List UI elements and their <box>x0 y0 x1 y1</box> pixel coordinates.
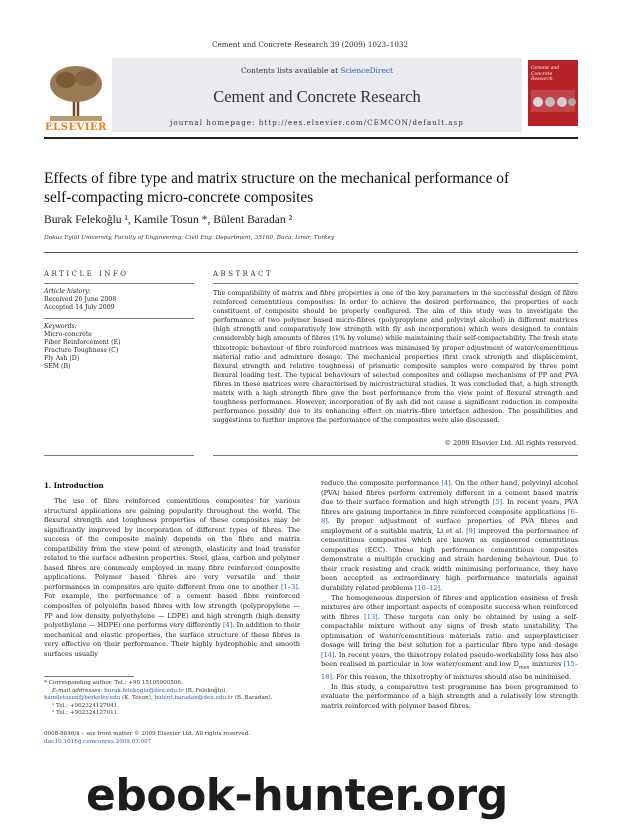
text-run: . <box>440 584 443 593</box>
masthead-rule <box>44 137 578 139</box>
text-run: . In recent years, PVA fibres are gaining importance in fibre reinforced composite applications <box>321 498 578 516</box>
contents-prefix: Contents lists available at <box>241 66 341 75</box>
intro-right-column <box>321 479 578 711</box>
accepted-date: Accepted 14 July 2009 <box>44 304 115 311</box>
affiliation: Dokuz Eylül University, Faculty of Engineering, Civil Eng. Department, 35160, Buca, Izmir, Turkey <box>44 235 335 241</box>
contents-line <box>112 66 522 75</box>
elsevier-wordmark: ELSEVIER <box>45 122 107 133</box>
citation-link[interactable]: [1–3] <box>281 582 298 591</box>
text-run: . For example, the performance of a cement based fibre reinforced composites of polyolefin based fibres with low strength (polypropylene — PP and low density polyethylene — LDPE) and high strength (high density polyethylene — HDPE) one performs very differently <box>44 582 300 630</box>
text-run: The use of fibre reinforced cementitious composites for various structural applications are gaining popularity throughout the world. The flexural strength and toughness properties of these composites may be significantly improved by incorporation of different types of fibres. The success of the composite mainly depends on the fibre and matrix compatibility from the view point of strength, elasticity and load transfer related to the surface adhesion properties. Steel, glass, carbon and polymer based fibres are commonly employed in many fibre reinforced composite applications. Polymer based fibres are very versatile and their performances in composites are quite different from one to another <box>44 497 300 591</box>
elsevier-tree-logo <box>44 60 108 130</box>
citation-link[interactable]: [14] <box>321 650 335 659</box>
text-run: . These targets can only be obtained by using a self-compactable mixture without any signs of fresh state unstability. The optimisation of water/cementitious materials ratio and superplasticiser dosage will bring the best solution for a particular fibre type and dosage <box>321 612 579 650</box>
doi-link[interactable]: doi:10.1016/j.cemconres.2009.07.007 <box>44 738 152 745</box>
journal-name: Cement and Concrete Research <box>213 87 421 106</box>
citation-link[interactable]: [10–12] <box>414 584 441 593</box>
article-info-rule <box>44 283 194 284</box>
keyword-item: Fiber Reinforcement (E) <box>44 339 121 346</box>
text-run: . By proper adjustment of surface properties of PVA fibres and employment of a suitable matrix, Li et al. <box>321 517 578 535</box>
cover-title: Cement and Concrete Research <box>531 66 560 82</box>
section-rule <box>44 252 578 253</box>
text-run: reduce the composite performance <box>321 479 442 487</box>
journal-homepage[interactable]: journal homepage: http://ees.elsevier.com/CEMCON/default.asp <box>170 118 464 127</box>
title-line-2: self-compacting micro-concrete composites <box>44 188 314 206</box>
email-link[interactable]: bulent.baradan@deu.edu.tr <box>154 695 233 702</box>
article-history <box>44 288 194 312</box>
text-run: . On the other hand, polyvinyl alcohol (PVA) based fibres perform extremely different in a cement based matrix due to their surface formation and high strength <box>321 479 578 507</box>
intro-paragraph: In this study, a comparative test programme has been programmed to evaluate the performance of a high strength and a relatively low strength matrix reinforced with polymer based fibres. <box>321 682 578 710</box>
citation-link[interactable]: [6–8] <box>321 507 578 526</box>
abstract-heading: ABSTRACT <box>213 270 274 278</box>
abstract-rule <box>213 283 578 284</box>
author-list: Burak Felekoğlu ¹, Kamile Tosun *, Bülent Baradan ² <box>44 213 293 226</box>
title-line-1: Effects of fibre type and matrix structure on the mechanical performance of <box>44 170 510 187</box>
abstract-bottom-rule <box>213 455 578 456</box>
text-run: mixtures <box>529 660 564 669</box>
abstract-text: The compatibility of matrix and fibre properties is one of the key parameters in the successful design of fibre reinforced cementitious composites. In order to achieve the desired performance, the properties of each constituent of composite should be properly configured. The aim of this study was to investigate the performance of two polymer based micro-fibres (polypropylene and polyvinyl alcohol) in different matrices (high strength and comparatively low strength with fly ash incorporation) which were designed to contain considerably high amounts of fibres (1% by volume) while maintaining their self-compactability. The fresh state thixotropic behaviour of fibre reinforced matrices was minimised by proper adjustment of water/cementitious material ratio and admixture dosage. The mechanical properties (first crack strength and displacement, flexural strength and relative toughness) of prismatic composite samples were compared by three point flexural loading test. The typical behaviours of selected composites and collapse mechanisms of PP and PVA fibres in these matrices were characterised by microstructural studies. It was concluded that, a high strength matrix with a high strength fibre give the best performance from the view point of flexural strength and toughness performance. However, incorporation of fly ash did not cause a significant reduction in composite performance possibly due to its enhancing effect on matrix–fibre interface adhesion. The possibilities and suggestions to further improve the performance of the composites were also discussed. <box>213 289 578 425</box>
text-run: . In recent years, the thixotropy related pseudo-workability loss has also been realised in particular in low water/cement and low D <box>321 650 578 669</box>
text-run: . In addition to their mechanical and elastic properties, the surface structure of these fibres is very effective on their performance. Their highly hydrophobic and smooth surfaces usually <box>44 621 300 658</box>
subscript: max <box>518 664 530 671</box>
email-link[interactable]: burak.felekoglu@deu.edu.tr <box>104 687 184 694</box>
issn-line: 0008-8846/$ – see front matter © 2009 Elsevier Ltd. All rights reserved. <box>44 731 250 737</box>
citation-link[interactable]: [13] <box>364 612 378 621</box>
email-owner: (K. Tosun), <box>120 695 155 702</box>
introduction-heading: 1. Introduction <box>44 481 104 490</box>
abstract-copyright: © 2009 Elsevier Ltd. All rights reserved. <box>444 439 578 447</box>
citation-link[interactable]: [15–18] <box>321 660 579 682</box>
email-owner: (B. Baradan). <box>232 695 273 702</box>
publication-info <box>44 731 344 746</box>
history-label: Article history: <box>44 288 91 295</box>
watermark-text: ebook-hunter.org <box>86 770 508 821</box>
tel-note-1: ¹ Tel.: +902324127041. <box>52 702 120 709</box>
email-addresses-cont <box>44 695 304 703</box>
keywords-label: Keywords: <box>44 323 77 330</box>
citation-link[interactable]: [4] <box>441 479 451 487</box>
keyword-item: SEM (B) <box>44 363 71 370</box>
article-title <box>44 170 578 207</box>
keyword-item: Micro-concrete <box>44 331 92 338</box>
citation-link[interactable]: [9] <box>466 526 476 535</box>
text-run: improved the performance of cementitious composites which are known as engineered cementitious composites (ECC). These high performance cementitious composites demonstrate a multiple cracking and strain hardening behaviour. Due to their crack resisting and crack width minimising performance, they have been accepted as extraordinary high performance materials against durability related problems <box>321 526 578 593</box>
intro-paragraph <box>321 594 578 683</box>
intro-paragraph <box>321 479 578 594</box>
keyword-item: Fracture Toughness (C) <box>44 347 119 354</box>
footnotes <box>44 680 304 718</box>
corresponding-author-note: * Corresponding author. Tel.: +90 15105900506. <box>44 680 183 686</box>
email-link[interactable]: kamiletosun@berkeley.edu <box>44 695 121 702</box>
running-head: Cement and Concrete Research 39 (2009) 1023–1032 <box>211 40 409 49</box>
email-label: E-mail addresses: <box>52 687 105 694</box>
tel-note-2: ² Tel.: +902324127011. <box>52 710 120 717</box>
received-date: Received 26 June 2008 <box>44 296 117 303</box>
keywords-block <box>44 323 194 371</box>
info-bottom-rule <box>44 455 194 456</box>
citation-link[interactable]: [5] <box>492 498 503 507</box>
email-owner: (B. Felekoğlu), <box>183 687 228 694</box>
footnote-rule <box>44 676 134 677</box>
keywords-rule <box>44 318 194 319</box>
keyword-item: Fly Ash (D) <box>44 355 80 362</box>
intro-left-column <box>44 497 300 659</box>
text-run: . For this reason, the thixotrophy of mixtures should also be minimised. <box>331 673 572 682</box>
text-run: The homogeneous dispersion of fibres and application easiness of fresh mixtures are other important aspects of composite success when reinforced with fibres <box>321 593 578 621</box>
citation-link[interactable]: [4] <box>222 621 233 630</box>
article-info-heading: ARTICLE INFO <box>44 270 129 278</box>
sciencedirect-link[interactable]: ScienceDirect <box>340 66 393 75</box>
